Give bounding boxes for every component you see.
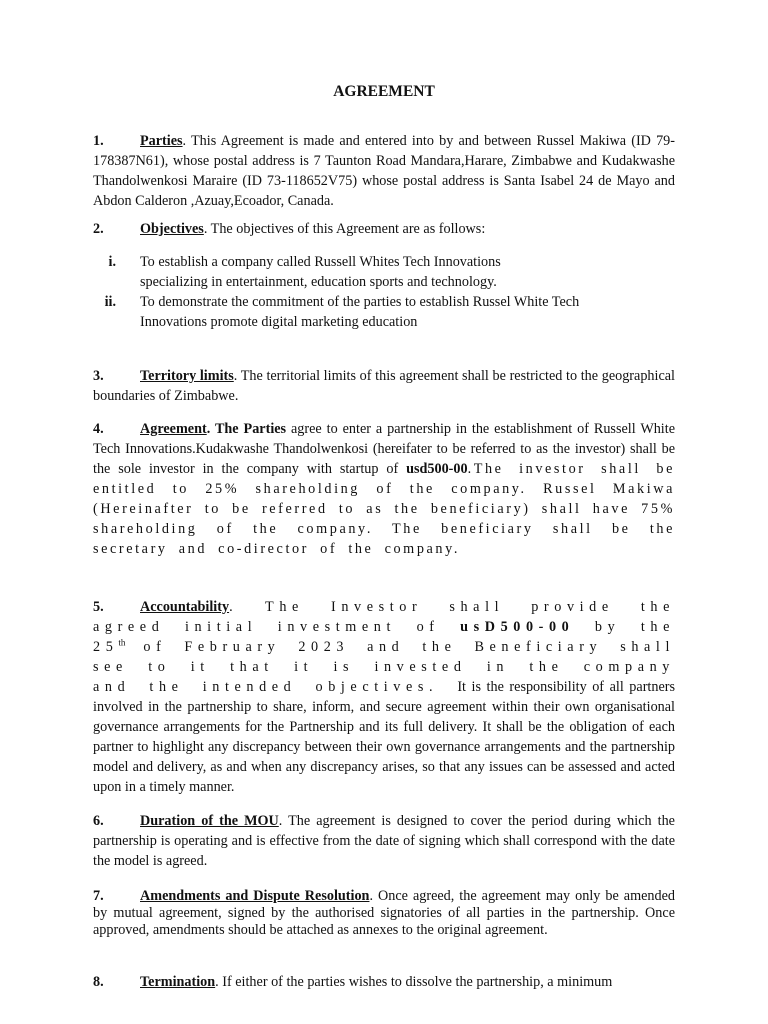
section-number: 7. xyxy=(93,888,104,904)
section-text: . The agreement is designed to cover the period during which the partnership is operating and is effective from the date of signing which shall correspond with the date the model is agreed. xyxy=(93,813,675,869)
objective-item xyxy=(93,252,675,290)
section-number: 8. xyxy=(93,974,104,990)
list-marker: i. xyxy=(108,254,116,270)
list-marker: ii. xyxy=(104,294,116,310)
section-heading: Amendments and Dispute Resolution xyxy=(140,888,370,904)
ordinal-suffix: th xyxy=(118,637,126,648)
section-heading: Duration of the MOU xyxy=(140,813,279,829)
section-heading: Territory limits xyxy=(140,368,234,384)
section-duration xyxy=(93,811,675,871)
objective-line: To establish a company called Russell Whites Tech Innovations xyxy=(140,254,501,270)
section-heading: Accountability xyxy=(140,599,230,615)
section-heading: Agreement xyxy=(140,421,207,437)
section-agreement xyxy=(93,419,675,559)
objective-item xyxy=(93,292,675,330)
startup-amount: usd500-00 xyxy=(406,461,468,477)
section-number: 6. xyxy=(93,813,104,829)
section-territory xyxy=(93,366,675,406)
section-heading: Termination xyxy=(140,974,216,990)
section-text: . This Agreement is made and entered into by and between Russel Makiwa (ID 79-178387N61), whose postal address is 7 Taunton Road Mandara,Harare, Zimbabwe and Kudakwashe Thandolwenkosi Maraire (ID 73-118652V75) whose postal address is Santa Isabel 24 de Mayo and Abdon Calderon ,Azuay,Ecoador, Canada. xyxy=(93,133,675,209)
objective-line: To demonstrate the commitment of the parties to establish Russel White Tech xyxy=(140,294,580,310)
section-text-spaced: .The investor shall be entitled to 25% shareholding of the company. Russel Makiwa (Hereinafter to be referred to as the beneficiary) shall have 75% shareholding of the company. The beneficiary shall be the secretary and co-director of the company. xyxy=(93,461,675,557)
section-text: . Once agreed, the agreement may only be amended by mutual agreement, signed by the authorised signatories of all parties in the partnership. Once approved, amendments should be attached as annexes to the original agreement. xyxy=(93,888,675,938)
section-amendments xyxy=(93,888,675,939)
section-text: . The territorial limits of this agreement shall be restricted to the geographical boundaries of Zimbabwe. xyxy=(93,368,675,404)
investment-amount: usD500-00 xyxy=(460,619,575,635)
section-text: It is the responsibility of all partners involved in the partnership to share, inform, and secure agreement within their own organisational governance arrangements for the Partnership and its full delivery. It shall be the obligation of each partner to highlight any discrepancy between their own governance arrangements and the partnership model and delivery, as and when any discrepancy arises, so that any issues can be assessed and acted upon in a timely manner. xyxy=(93,679,675,795)
document-title: AGREEMENT xyxy=(333,83,435,100)
section-parties xyxy=(93,131,675,211)
section-heading: Parties xyxy=(140,133,183,149)
section-number: 5. xyxy=(93,599,104,615)
section-accountability xyxy=(93,597,675,797)
section-bold-lead: . The Parties xyxy=(206,421,287,437)
section-number: 2. xyxy=(93,221,104,237)
section-termination xyxy=(93,972,675,992)
section-text-spaced: by the 25 xyxy=(93,619,675,655)
section-number: 3. xyxy=(93,368,104,384)
section-number: 1. xyxy=(93,133,104,149)
objective-line: specializing in entertainment, education sports and technology. xyxy=(140,274,497,290)
section-text: . The objectives of this Agreement are as follows: xyxy=(203,221,486,237)
objective-line: Innovations promote digital marketing education xyxy=(140,314,418,330)
section-text: . If either of the parties wishes to dissolve the partnership, a minimum xyxy=(215,974,613,990)
section-heading: Objectives xyxy=(140,221,204,237)
objective-text xyxy=(140,252,640,292)
section-text-spaced: . The Investor shall provide the agreed initial investment of xyxy=(93,599,675,635)
section-number: 4. xyxy=(93,421,104,437)
section-text: agree to enter a partnership in the establishment of Russell White Tech Innovations.Kudakwashe Thandolwenkosi (hereifater to be referred to as the investor) shall be the sole investor in the company with startup of xyxy=(93,421,675,477)
objective-text xyxy=(140,292,640,332)
section-text-spaced: of February 2023 and the Beneficiary shall see to it that it is invested in the company and the intended objectives. xyxy=(93,639,675,695)
section-objectives xyxy=(93,219,675,239)
